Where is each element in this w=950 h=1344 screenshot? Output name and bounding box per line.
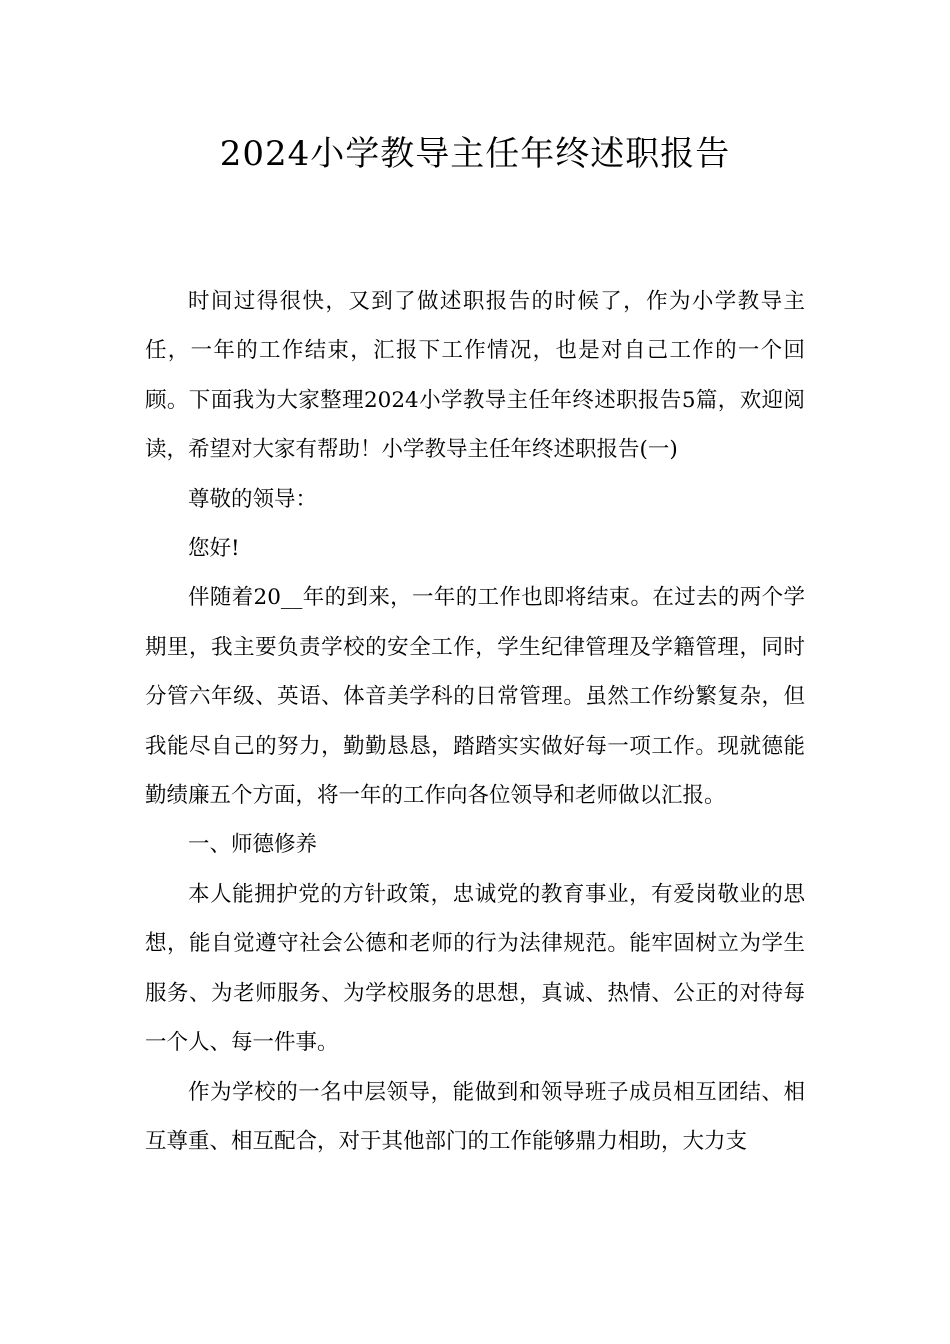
paragraph-intro: 时间过得很快，又到了做述职报告的时候了，作为小学教导主任，一年的工作结束，汇报下工作情况，也是对自己工作的一个回顾。下面我为大家整理2024小学教导主任年终述职报告5篇，欢迎阅读，希望对大家有帮助！小学教导主任年终述职报告(一) <box>145 289 805 463</box>
paragraph-overview: 伴随着20__年的到来，一年的工作也即将结束。在过去的两个学期里，我主要负责学校的安全工作，学生纪律管理及学籍管理，同时分管六年级、英语、体音美学科的日常管理。虽然工作纷繁复杂，但我能尽自己的努力，勤勤恳恳，踏踏实实做好每一项工作。现就德能勤绩廉五个方面，将一年的工作向各位领导和老师做以汇报。 <box>145 585 805 809</box>
document-title: 2024小学教导主任年终述职报告 <box>219 134 731 174</box>
paragraph-salutation: 尊敬的领导： <box>188 486 318 512</box>
paragraph-ethics: 本人能拥护党的方针政策，忠诚党的教育事业，有爱岗敬业的思想，能自觉遵守社会公德和老师的行为法律规范。能牢固树立为学生服务、为老师服务、为学校服务的思想，真诚、热情、公正的对待每一个人、每一件事。 <box>145 881 805 1056</box>
section-heading-ethics: 一、师德修养 <box>188 832 318 858</box>
paragraph-teamwork: 作为学校的一名中层领导，能做到和领导班子成员相互团结、相互尊重、相互配合，对于其他部门的工作能够鼎力相助，大力支 <box>145 1079 805 1154</box>
paragraph-greeting: 您好! <box>188 536 240 562</box>
document-body <box>145 277 805 1166</box>
